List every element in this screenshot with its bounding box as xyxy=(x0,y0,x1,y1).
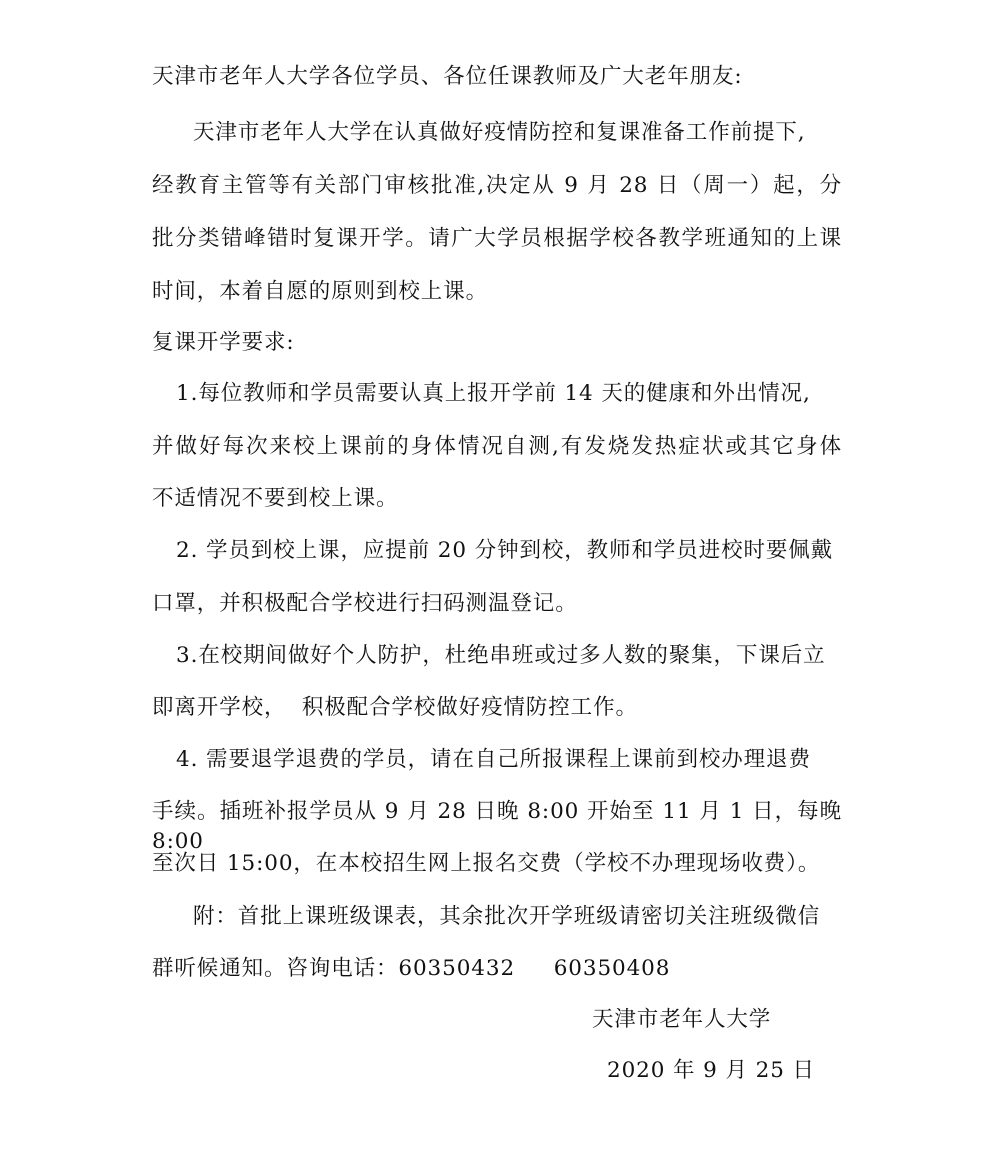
requirement-4-line-2: 手续。插班补报学员从 9 月 28 日晚 8:00 开始至 11 月 1 日，每晚 8:00 xyxy=(152,799,842,854)
requirement-1-line-1: 1.每位教师和学员需要认真上报开学前 14 天的健康和外出情况, xyxy=(176,381,811,406)
intro-line-2: 经教育主管等有关部门审核批准,决定从 9 月 28 日（周一）起，分 xyxy=(152,173,842,198)
requirement-3-line-2: 即离开学校， 积极配合学校做好疫情防控工作。 xyxy=(152,695,638,720)
requirement-2-line-1: 2. 学员到校上课，应提前 20 分钟到校，教师和学员进校时要佩戴 xyxy=(176,538,834,563)
requirement-4-line-1: 4. 需要退学退费的学员，请在自己所报课程上课前到校办理退费 xyxy=(176,747,811,772)
salutation: 天津市老年人大学各位学员、各位任课教师及广大老年朋友: xyxy=(152,64,743,89)
appendix-line-1: 附：首批上课班级课表，其余批次开学班级请密切关注班级微信 xyxy=(193,904,821,929)
requirement-3-line-1: 3.在校期间做好个人防护，杜绝串班或过多人数的聚集，下课后立 xyxy=(176,643,826,668)
requirement-2-line-2: 口罩，并积极配合学校进行扫码测温登记。 xyxy=(152,591,578,616)
requirement-1-line-2: 并做好每次来校上课前的身体情况自测,有发烧发热症状或其它身体 xyxy=(152,434,842,459)
document-date: 2020 年 9 月 25 日 xyxy=(607,1058,815,1083)
requirements-heading: 复课开学要求: xyxy=(152,330,295,355)
intro-line-1: 天津市老年人大学在认真做好疫情防控和复课准备工作前提下, xyxy=(193,120,806,145)
requirement-1-line-3: 不适情况不要到校上课。 xyxy=(152,486,399,511)
signature: 天津市老年人大学 xyxy=(592,1007,772,1032)
intro-line-4: 时间，本着自愿的原则到校上课。 xyxy=(152,279,489,304)
intro-line-3: 批分类错峰错时复课开学。请广大学员根据学校各教学班通知的上课 xyxy=(152,226,842,251)
requirement-4-line-3: 至次日 15:00，在本校招生网上报名交费（学校不办理现场收费）。 xyxy=(152,851,821,876)
appendix-line-2: 群听候通知。咨询电话：60350432 60350408 xyxy=(152,956,671,981)
